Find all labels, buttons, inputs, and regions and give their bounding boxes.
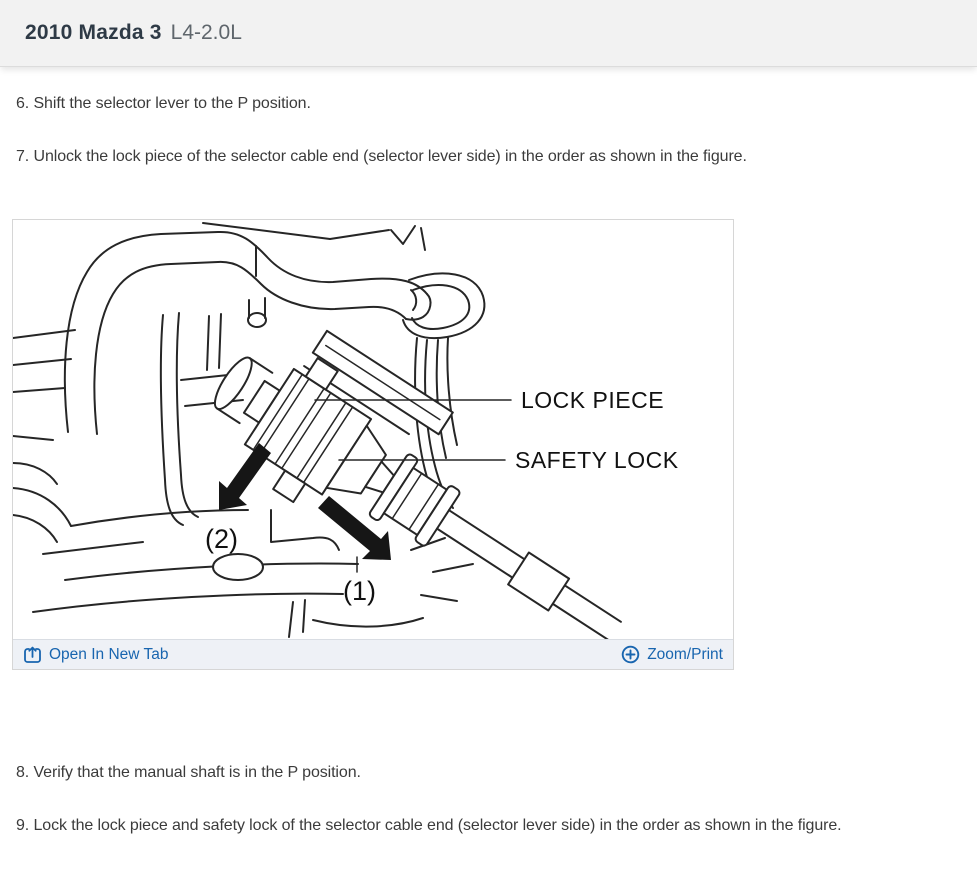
zoom-print-link[interactable] [621,645,723,664]
zoom-print-label: Zoom/Print [647,645,723,663]
open-in-new-tab-icon [23,646,42,664]
procedure-content [0,67,977,836]
arrow-2 [219,443,271,510]
vehicle-title: 2010 Mazda 3 [25,21,162,44]
step-9: 9. Lock the lock piece and safety lock of the selector cable end (selector lever side) in the order as shown in the figure. [16,817,842,834]
cable-sleeve [508,553,569,611]
step-8: 8. Verify that the manual shaft is in the P position. [16,764,361,781]
step-7: 7. Unlock the lock piece of the selector cable end (selector lever side) in the order as shown in the figure. [16,148,747,165]
order-label-1: (1) [343,576,376,606]
step-6: 6. Shift the selector lever to the P position. [16,95,311,112]
engine-label: L4-2.0L [170,21,242,44]
safety-lock-label: SAFETY LOCK [515,447,679,473]
open-in-new-tab-link[interactable] [23,646,168,664]
figure-panel [12,219,734,670]
selector-cable-diagram [13,220,733,639]
figure-toolbar [13,639,733,669]
lock-piece-label: LOCK PIECE [521,387,665,413]
order-label-2: (2) [205,524,238,554]
vehicle-header [0,0,977,67]
zoom-plus-icon [621,645,640,664]
open-in-new-tab-label: Open In New Tab [49,645,169,663]
hose [65,232,431,434]
